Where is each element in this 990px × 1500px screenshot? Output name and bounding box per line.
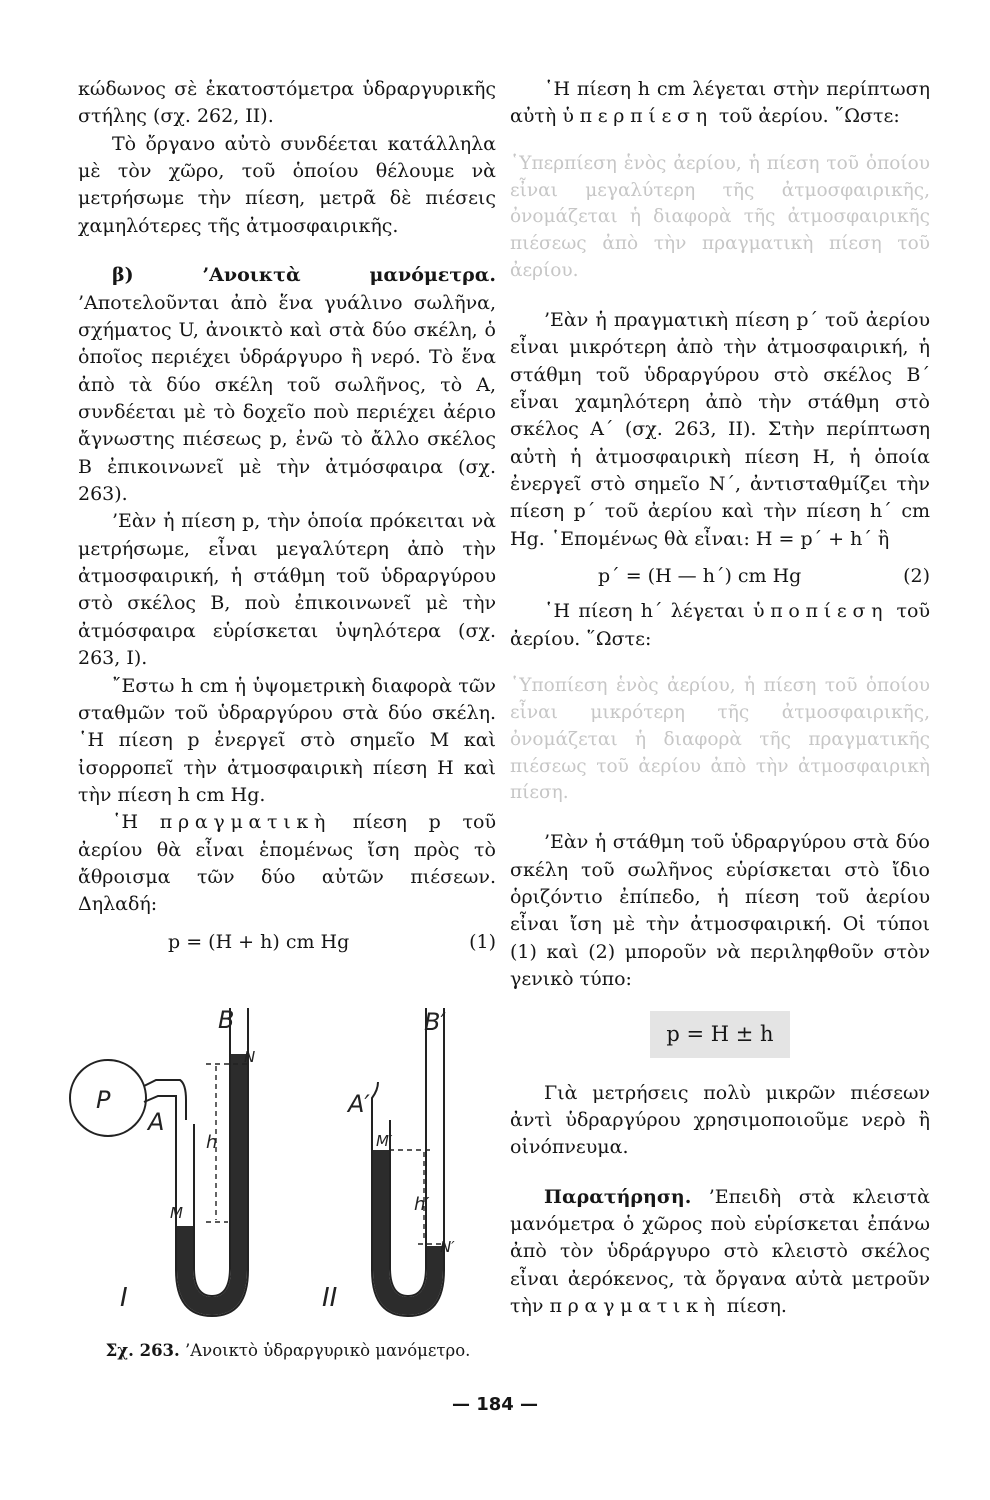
right-column	[510, 76, 930, 1320]
caption-number: Σχ. 263.	[105, 1341, 180, 1360]
label-n-prime: N′	[440, 1238, 455, 1256]
label-h-prime: h′	[414, 1194, 430, 1215]
spaced-term: ὑποπίεση	[752, 600, 889, 623]
paragraph-text: πίεση p τοῦ ἀερίου θὰ εἶναι ἑπομένως ἴση πρὸς τὸ ἄθροισμα τῶν δύο αὐτῶν πιέσεων. Δηλαδή:	[78, 811, 497, 916]
equation-number: (2)	[903, 565, 930, 588]
label-a: A	[148, 1108, 165, 1136]
section-heading: β) ’Ανοικτὰ μανόμετρα.	[112, 264, 496, 287]
label-m-prime: M′	[376, 1132, 393, 1150]
paragraph-text: τοῦ ἀερίου. ῞Ωστε:	[712, 105, 900, 128]
paragraph-text: ῾Η	[112, 811, 160, 834]
label-m: M	[170, 1204, 183, 1222]
equation-text: p = (H + h) cm Hg	[168, 930, 350, 953]
paragraph-text: ῾Η πίεση h cm λέγεται στὴν περίπτωση αὐτὴ	[510, 78, 930, 128]
paragraph	[510, 76, 930, 131]
manometer-i	[70, 1008, 248, 1316]
connecting-tube	[372, 1082, 378, 1120]
paragraph	[510, 598, 930, 653]
paragraph	[78, 809, 496, 918]
equation-1	[78, 929, 496, 956]
manometer-figure	[60, 1000, 490, 1330]
mercury-column-i	[177, 1054, 247, 1315]
left-column	[78, 76, 496, 964]
paragraph: Τὸ ὄργανο αὐτὸ συνδέεται κατάλληλα μὲ τὸν χῶρο, τοῦ ὁποίου θέλουμε νὰ μετρήσωμε τὴν πίεση, μετρᾶ δὲ πιέσεις χαμηλότερες τῆς ἀτμοσφαιρικῆς.	[78, 132, 496, 237]
paragraph	[78, 262, 496, 508]
label-p: P	[96, 1086, 111, 1114]
paragraph-text: ’Επειδὴ στὰ κλειστὰ μανόμετρα ὁ χῶρος ποὺ εὑρίσκεται ἐπάνω ἀπὸ τὸν ὑδράργυρο στὸ κλειστὸ σκέλος εἶναι ἀερόκενος, τὰ ὄργανα αὐτὰ μετροῦν τὴν	[510, 1185, 930, 1318]
general-formula-box: p = H ± h	[650, 1011, 790, 1057]
equation-2	[510, 563, 930, 590]
mercury-column-ii	[373, 1150, 443, 1315]
definition-overpressure: ῾Υπερπίεση ἑνὸς ἀερίου, ἡ πίεση τοῦ ὁποίου εἶναι μεγαλύτερη τῆς ἀτμοσφαιρικῆς, ὀνομάζεται ἡ διαφορὰ τῆς ἀτμοσφαιρικῆς πιέσεως ἀπὸ τὴν πραγματικὴ πίεση τοῦ ἀερίου.	[510, 152, 930, 281]
label-h: h	[206, 1132, 218, 1153]
paragraph-text: ’Αποτελοῦνται ἀπὸ ἕνα γυάλινο σωλῆνα, σχήματος U, ἀνοικτὸ καὶ στὰ δύο σκέλη, ὁ ὁποῖος περιέχει ὑδράργυρο ἢ νερό. Τὸ ἕνα ἀπὸ τὰ δύο σκέλη τοῦ σωλῆνος, τὸ Α, συνδέεται μὲ τὸ δοχεῖο ποὺ περιέχει ἀέριο ἄγνωστης πιέσεως p, ἐνῶ τὸ ἄλλο σκέλος Β ἐπικοινωνεῖ μὲ τὴν ἀτμόσφαιρα (σχ. 263).	[78, 291, 496, 506]
label-b-prime: B′	[424, 1008, 446, 1036]
label-n: N	[244, 1048, 256, 1066]
spaced-term: ὑπερπίεση	[562, 105, 713, 128]
paragraph: ’Εὰν ἡ στάθμη τοῦ ὑδραργύρου στὰ δύο σκέλη τοῦ σωλῆνος εὑρίσκεται στὸ ἴδιο ὁριζόντιο ἐπίπεδο, ἡ πίεση τοῦ ἀερίου εἶναι ἴση μὲ τὴν ἀτμοσφαιρική. Οἱ τύποι (1) καὶ (2) μποροῦν νὰ περιληφθοῦν στὸν γενικὸ τύπο:	[510, 831, 930, 990]
spaced-term: πραγματικὴ	[159, 811, 332, 834]
equation-text: p΄ = (H — h΄) cm Hg	[598, 565, 802, 588]
paragraph: Γιὰ μετρήσεις πολὺ μικρῶν πιέσεων ἀντὶ ὑδραργύρου χρησιμοποιοῦμε νερὸ ἢ οἰνόπνευμα.	[510, 1081, 930, 1159]
remark-heading: Παρατήρηση.	[544, 1185, 692, 1208]
figure-caption	[78, 1341, 498, 1360]
label-b: B	[218, 1006, 235, 1034]
caption-text: ’Ανοικτὸ ὑδραργυρικὸ μανόμετρο.	[179, 1341, 471, 1360]
paragraph: ’Εὰν ἡ πίεση p, τὴν ὁποία πρόκειται νὰ μετρήσωμε, εἶναι μεγαλύτερη ἀπὸ τὴν ἀτμοσφαιρική, ἡ στάθμη τοῦ ὑδραργύρου στὸ σκέλος Β, ποὺ ἐπικοινωνεῖ μὲ τὴν ἀτμόσφαιρα εὑρίσκεται ὑψηλότερα (σχ. 263, I).	[78, 510, 496, 670]
paragraph-text: πίεση.	[720, 1295, 787, 1318]
paragraph: ῎Εστω h cm ἡ ὑψομετρικὴ διαφορὰ τῶν σταθμῶν τοῦ ὑδραργύρου στὰ δύο σκέλη. ῾Η πίεση p ἐνεργεῖ στὸ σημεῖο Μ καὶ ἰσορροπεῖ τὴν ἀτμοσφαιρικὴ πίεση Η καὶ τὴν πίεση h cm Hg.	[78, 674, 496, 806]
figure-labels	[96, 1006, 455, 1313]
equation-number: (1)	[469, 930, 496, 953]
u-tube-inner	[390, 1008, 426, 1296]
paragraph	[510, 1184, 930, 1321]
definition-underpressure: ῾Υποπίεση ἑνὸς ἀερίου, ἡ πίεση τοῦ ὁποίου εἶναι μικρότερη τῆς ἀτμοσφαιρικῆς, ὀνομάζεται ἡ διαφορὰ τῆς πραγματικῆς πιέσεως τοῦ ἀερίου ἀπὸ τὴν ἀτμοσφαιρικὴ πίεση.	[510, 675, 930, 804]
spaced-term: πραγματικὴ	[549, 1295, 721, 1318]
label-i: I	[120, 1283, 128, 1313]
label-a-prime: A′	[348, 1090, 370, 1118]
paragraph-text: ῾Η πίεση h΄ λέγεται	[544, 600, 753, 623]
paragraph-text: τοῦ ἀερίου. ῞Ωστε:	[510, 600, 930, 650]
paragraph: κώδωνος σὲ ἑκατοστόμετρα ὑδραργυρικῆς στήλης (σχ. 262, II).	[78, 78, 496, 128]
label-ii: II	[322, 1283, 338, 1313]
page-number: — 184 —	[451, 1394, 539, 1415]
paragraph: ’Εὰν ἡ πραγματικὴ πίεση p΄ τοῦ ἀερίου εἶναι μικρότερη ἀπὸ τὴν ἀτμοσφαιρική, ἡ στάθμη τοῦ ὑδραργύρου στὸ σκέλος Β΄ εἶναι χαμηλότερη ἀπὸ τὴν στάθμη στὸ σκέλος Α΄ (σχ. 263, II). Στὴν περίπτωση αὐτὴ ἡ ἀτμοσφαιρικὴ πίεση Η, ἡ ὁποία ἐνεργεῖ στὸ σημεῖο Ν΄, ἀντισταθμίζει τὴν πίεση p΄ τοῦ ἀερίου καὶ τὴν πίεση h΄ cm Hg. ῾Επομένως θὰ εἶναι: H = p΄ + h΄ ἢ	[510, 308, 930, 550]
